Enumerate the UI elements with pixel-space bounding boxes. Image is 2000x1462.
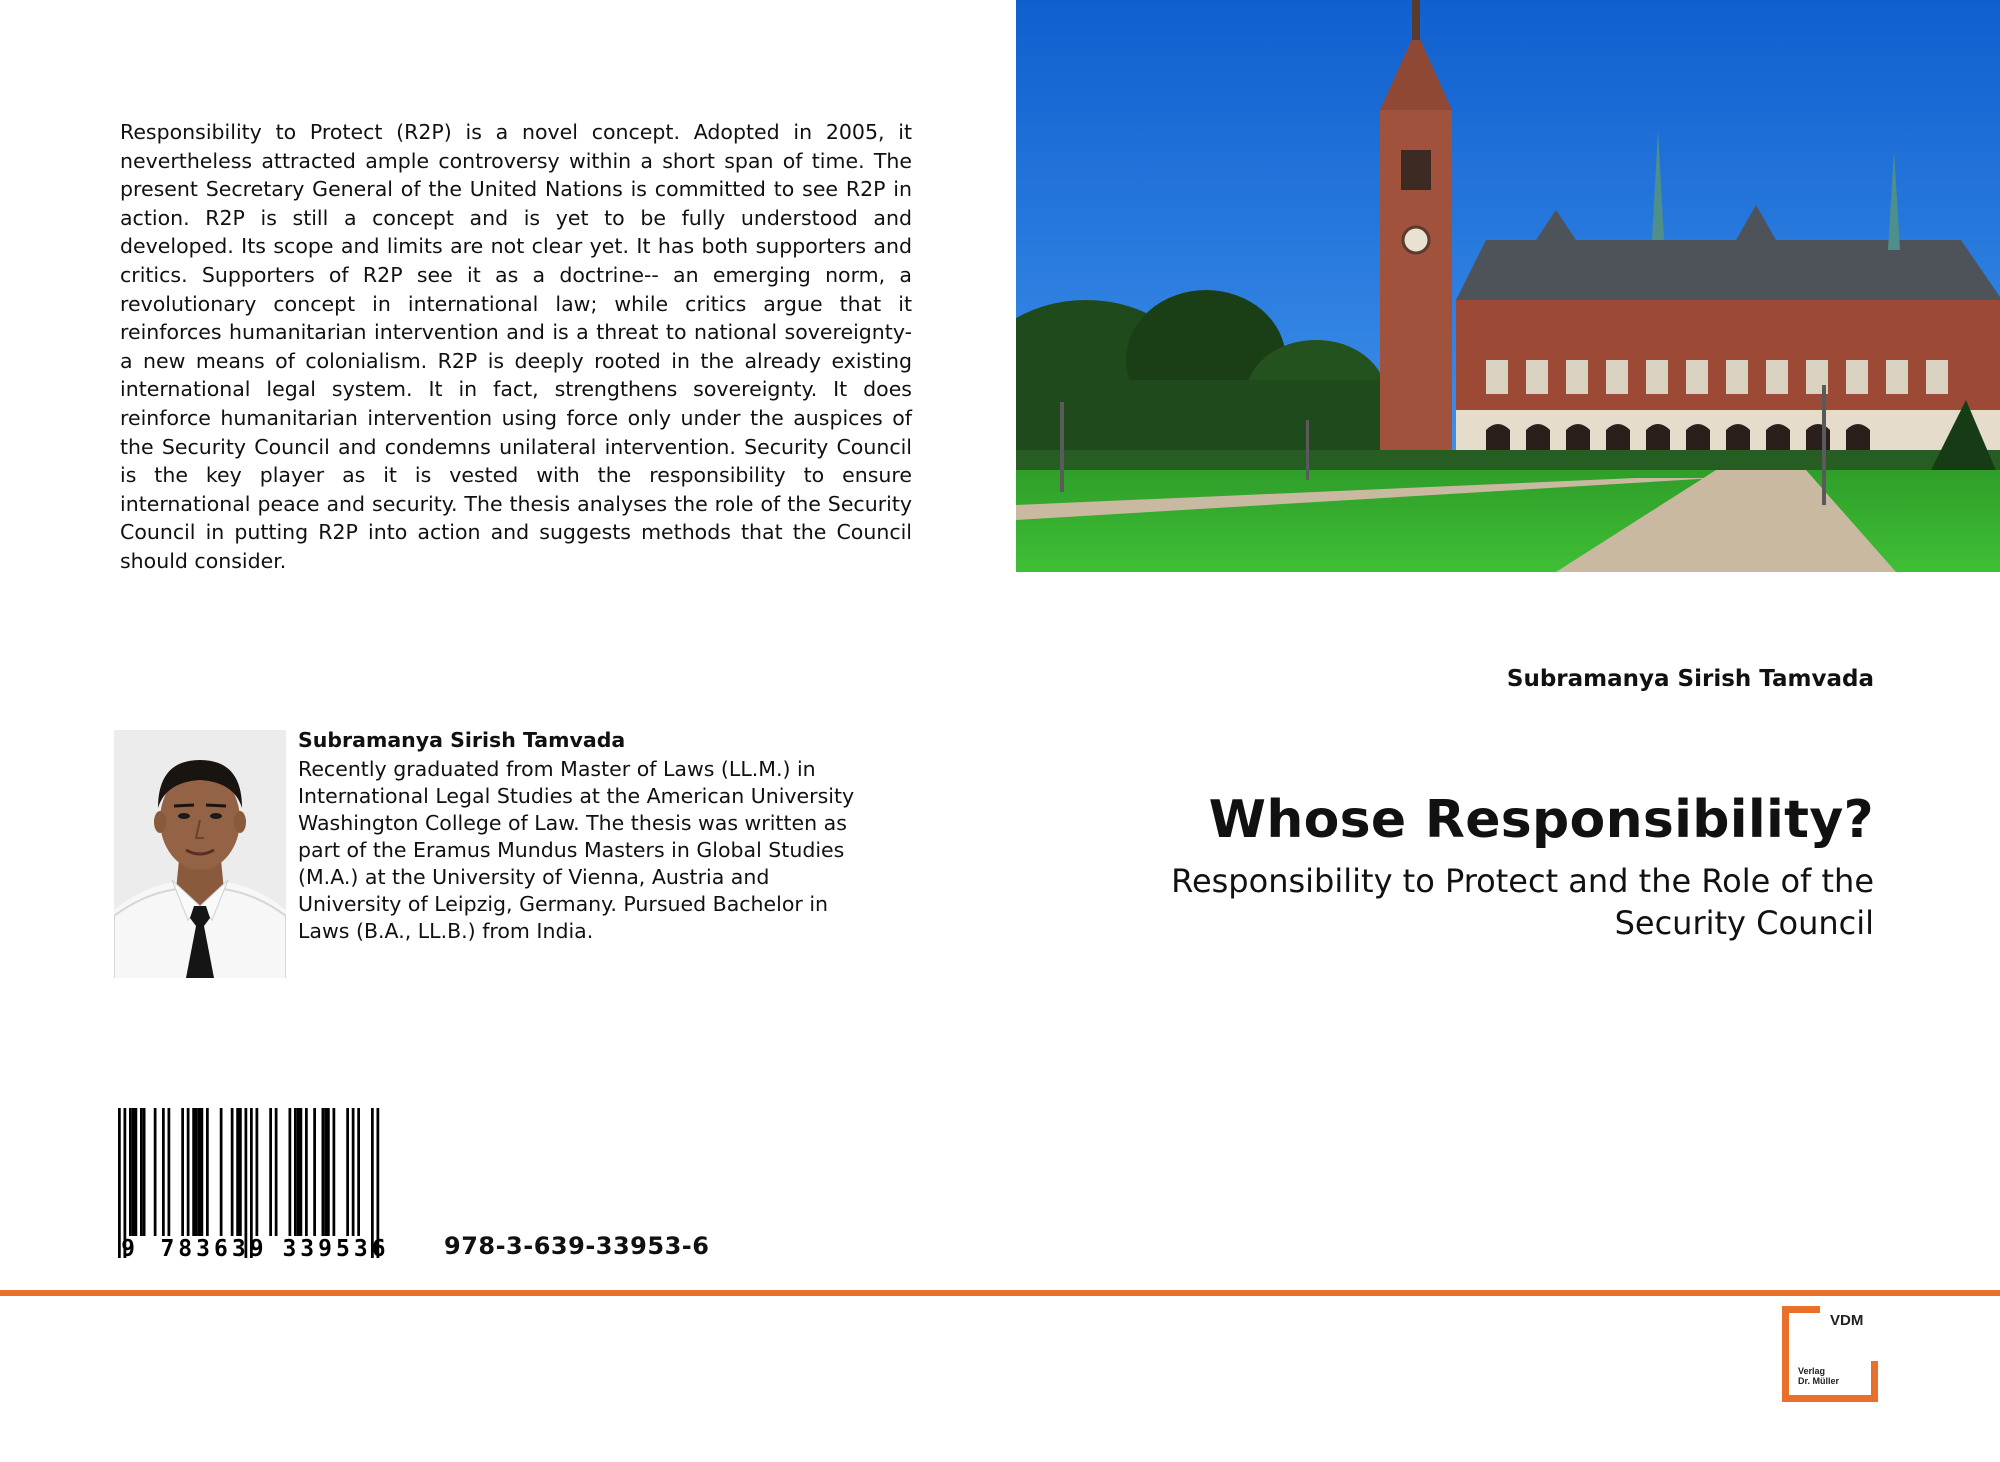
barcode-digit-lead: 9	[121, 1236, 135, 1262]
barcode-digits-right: 339536	[282, 1236, 390, 1262]
barcode-bar	[297, 1108, 300, 1236]
barcode-bar	[154, 1108, 157, 1236]
peace-palace-photo	[1016, 0, 2000, 572]
barcode-bar	[294, 1108, 297, 1236]
barcode-bar	[140, 1108, 143, 1236]
barcode-bar	[352, 1108, 355, 1236]
barcode-bar	[181, 1108, 184, 1236]
barcode-bar	[195, 1108, 198, 1236]
barcode-bar	[357, 1108, 360, 1236]
barcode-bar	[322, 1108, 325, 1236]
barcode-bar	[192, 1108, 195, 1236]
barcode-bar	[333, 1108, 336, 1236]
barcode-bar	[236, 1108, 239, 1236]
barcode-bar	[129, 1108, 132, 1236]
barcode-bar	[269, 1108, 272, 1236]
barcode-bar	[220, 1108, 223, 1236]
back-cover-blurb: Responsibility to Protect (R2P) is a novel concept. Adopted in 2005, it nevertheless attracted ample controversy within a short span of time. The present Secretary General of the United Nations is committed to see R2P in action. R2P is still a concept and is yet to be fully understood and developed. Its scope and limits are not clear yet. It has both supporters and critics. Supporters of R2P see it as a doctrine-- an emerging norm, a revolutionary concept in international law; while critics argue that it reinforces humanitarian intervention and is a threat to national sovereignty-a new means of colonialism. R2P is deeply rooted in the already existing international legal system. It in fact, strengthens sovereignty. It does reinforce humanitarian intervention using force only under the auspices of the Security Council and condemns unilateral intervention. Security Council is the key player as it is vested with the responsibility to ensure international peace and security. The thesis analyses the role of the Security Council in putting R2P into action and suggests methods that the Council should consider.	[120, 120, 912, 573]
barcode-bar	[256, 1108, 259, 1236]
barcode-bar	[187, 1108, 190, 1236]
book-title: Whose Responsibility?	[1208, 790, 1874, 850]
barcode-bar	[305, 1108, 308, 1236]
vdm-logo	[1782, 1306, 1878, 1402]
barcode-digits-left: 783639	[160, 1236, 268, 1262]
barcode-bar	[324, 1108, 327, 1236]
vdm-imprint	[1798, 1366, 1839, 1386]
barcode-bar	[231, 1108, 234, 1236]
barcode-bar	[346, 1108, 349, 1236]
barcode-bar	[206, 1108, 209, 1236]
book-subtitle: Responsibility to Protect and the Role of the Security Council	[1171, 862, 1874, 942]
vdm-logo-text: VDM	[1830, 1312, 1864, 1329]
author-bio-name: Subramanya Sirish Tamvada	[298, 728, 626, 752]
barcode-bar	[300, 1108, 303, 1236]
barcode-bar	[168, 1108, 171, 1236]
barcode-bar	[198, 1108, 201, 1236]
barcode-bar	[132, 1108, 135, 1236]
barcode-bar	[275, 1108, 278, 1236]
barcode-bar	[162, 1108, 165, 1236]
author-bio-text: Recently graduated from Master of Laws (LL.M.) in International Legal Studies at the American University Washington College of Law. The thesis was written as part of the Eramus Mundus Masters in Global Studies (M.A.) at the University of Vienna, Austria and University of Leipzig, Germany. Pursued Bachelor in Laws (B.A., LL.B.) from India.	[298, 757, 855, 943]
barcode-bar	[143, 1108, 146, 1236]
isbn-number: 978-3-639-33953-6	[444, 1232, 710, 1260]
barcode-bar	[313, 1108, 316, 1236]
barcode-bar	[201, 1108, 204, 1236]
barcode-bar	[327, 1108, 330, 1236]
front-author-name: Subramanya Sirish Tamvada	[1506, 666, 1874, 692]
author-portrait	[114, 730, 286, 978]
barcode-bar	[239, 1108, 242, 1236]
vdm-imprint-line: Verlag	[1798, 1366, 1826, 1376]
barcode-bar	[135, 1108, 138, 1236]
vdm-imprint-line: Dr. Müller	[1798, 1376, 1840, 1386]
barcode-digits	[118, 1232, 418, 1262]
barcode-bar	[289, 1108, 292, 1236]
orange-divider	[0, 1290, 2000, 1296]
